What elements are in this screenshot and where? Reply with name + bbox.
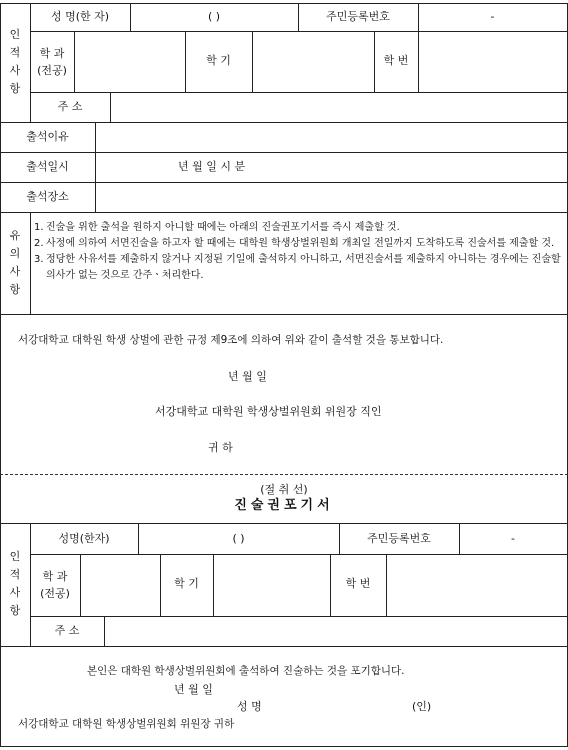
datetime-label: 출석일시 (26, 160, 69, 173)
student-number-label: 학 번 (383, 54, 409, 67)
waiver-student-number-label: 학 번 (345, 577, 371, 590)
rule (0, 314, 568, 315)
semester-label: 학 기 (206, 54, 231, 67)
rule (30, 212, 31, 314)
waiver-addressee: 서강대학교 대학원 학생상벌위원회 위원장 귀하 (18, 718, 235, 730)
waiver-name-sign-label: 성 명 (237, 700, 262, 713)
notice-signer: 서강대학교 대학원 학생상벌위원회 위원장 직인 (155, 405, 382, 418)
waiver-semester-field[interactable] (214, 555, 329, 615)
rrn-field[interactable]: - (490, 10, 495, 23)
notice-recipient: 귀 하 (208, 441, 233, 454)
reason-label: 출석이유 (26, 130, 69, 143)
address-label: 주 소 (57, 100, 83, 113)
rrn-label: 주민등록번호 (326, 10, 390, 23)
rule (0, 212, 568, 213)
waiver-department-label: 학 과 (전공) (40, 570, 70, 600)
rule (0, 746, 568, 747)
notice-date: 년 월 일 (228, 370, 267, 383)
datetime-field[interactable]: 년 월 일 시 분 (178, 160, 246, 173)
place-field[interactable] (96, 183, 566, 211)
waiver-student-number-field[interactable] (387, 555, 566, 615)
department-label: 학 과 (전공) (37, 47, 67, 77)
waiver-seal-mark[interactable]: (인) (412, 700, 432, 713)
waiver-address-field[interactable] (105, 617, 566, 645)
notes-section-label: 유 의 사 항 (9, 229, 21, 296)
cut-line (0, 474, 568, 475)
place-label: 출석장소 (26, 190, 69, 203)
waiver-statement: 본인은 대학원 학생상벌위원회에 출석하여 진술하는 것을 포기합니다. (87, 665, 405, 677)
rule (0, 646, 568, 647)
waiver-date: 년 월 일 (174, 683, 213, 696)
personal-info-section-label: 인 적 사 항 (9, 28, 21, 95)
cut-line-label: (절 취 선) (260, 483, 308, 496)
waiver-department-field[interactable] (81, 555, 159, 615)
semester-field[interactable] (253, 32, 373, 91)
waiver-name-label: 성명(한자) (58, 532, 110, 545)
note-item: 3. 정당한 사유서를 제출하지 않거나 지정된 기일에 출석하지 아니하고, 서면진술서를 제출하지 아니하는 경우에는 진술할 의사가 없는 것으로 간주ㆍ처리한다. (34, 254, 561, 281)
waiver-address-label: 주 소 (54, 624, 80, 637)
waiver-personal-info-label: 인 적 사 항 (9, 550, 21, 617)
waiver-semester-label: 학 기 (174, 577, 199, 590)
name-label: 성 명(한 자) (50, 10, 110, 23)
reason-field[interactable] (96, 123, 566, 151)
waiver-rrn-field[interactable]: - (511, 532, 515, 545)
rule (0, 523, 568, 524)
student-number-field[interactable] (419, 32, 566, 91)
rule (0, 3, 1, 747)
notes-list (34, 220, 562, 284)
rule (0, 3, 568, 4)
notice-body: 서강대학교 대학원 학생 상벌에 관한 규정 제9조에 의하여 위와 같이 출석할 것을 통보합니다. (18, 334, 444, 346)
department-field[interactable] (75, 32, 184, 91)
waiver-title: 진술권포기서 (234, 498, 334, 513)
note-item: 2. 사정에 의하여 서면진술을 하고자 할 때에는 대학원 학생상벌위원회 개최일 전일까지 도착하도록 진술서를 제출할 것. (34, 238, 555, 249)
name-hanja-field[interactable]: ( ) (207, 10, 221, 23)
rule (0, 152, 568, 153)
waiver-name-field[interactable]: ( ) (232, 532, 245, 545)
waiver-rrn-label: 주민등록번호 (367, 532, 431, 545)
note-item: 1. 진술을 위한 출석을 원하지 아니할 때에는 아래의 진술권포기서를 즉시 제출할 것. (34, 222, 400, 233)
address-field[interactable] (111, 93, 566, 121)
